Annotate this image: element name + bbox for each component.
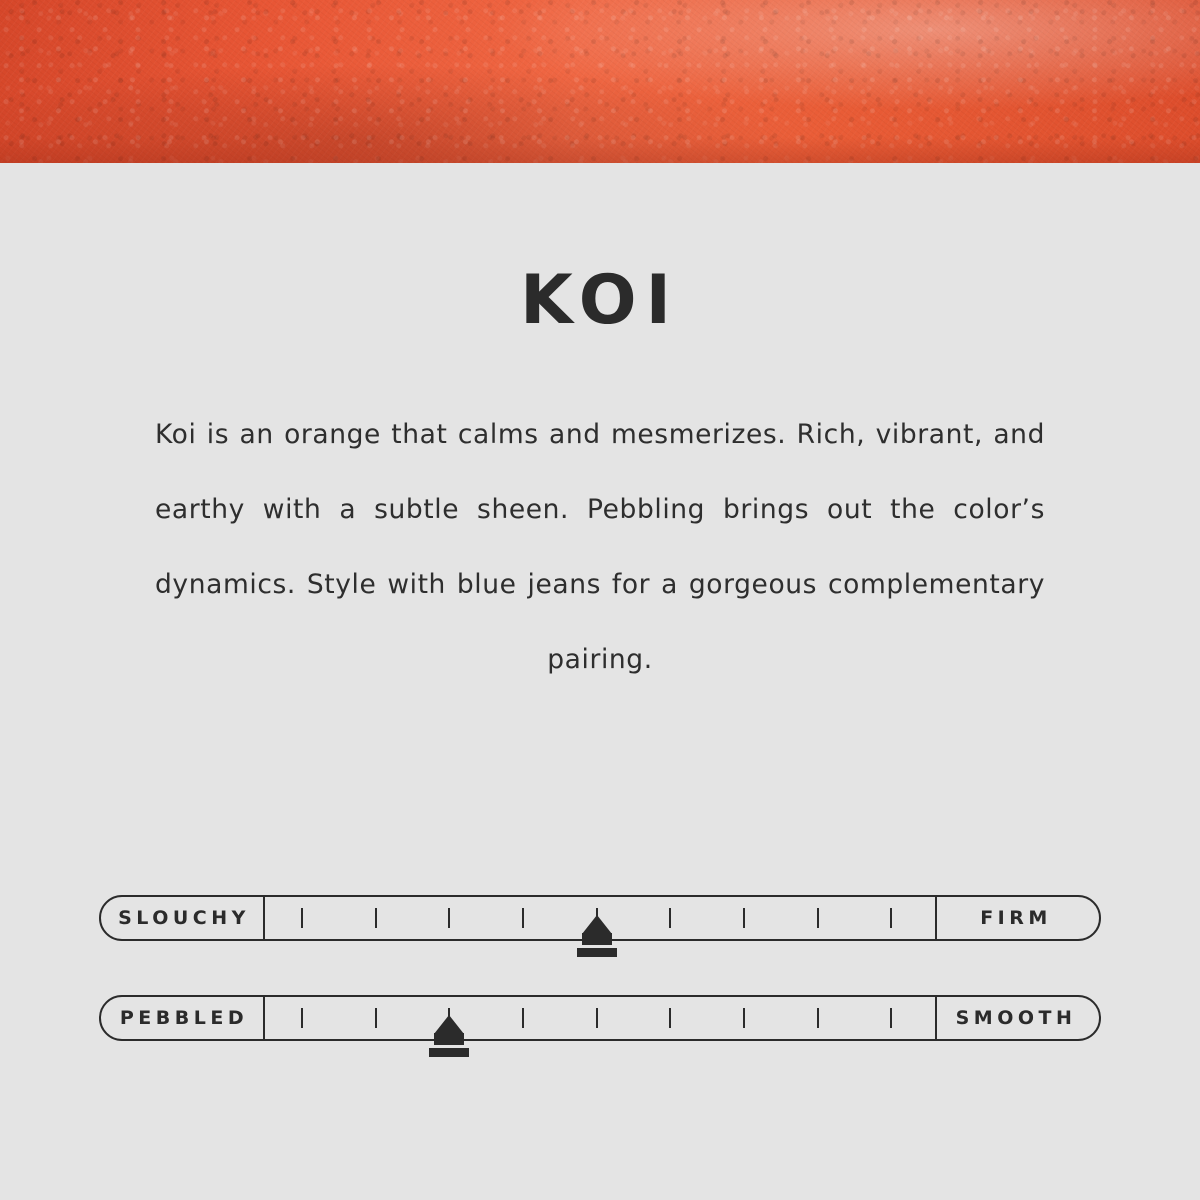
scale-structure xyxy=(99,895,1101,941)
tick-mark xyxy=(375,1008,377,1028)
marker-base xyxy=(429,1048,469,1057)
tick-mark xyxy=(817,1008,819,1028)
marker-stem xyxy=(582,933,612,945)
tick-mark xyxy=(743,908,745,928)
card-content xyxy=(0,163,1200,697)
tick-mark xyxy=(743,1008,745,1028)
tick-mark xyxy=(301,1008,303,1028)
page-title: KOI xyxy=(520,261,680,340)
scale-structure-ticks xyxy=(265,897,935,939)
color-description: Koi is an orange that calms and mesmerizes. Rich, vibrant, and earthy with a subtle sheen. Pebbling brings out the color’s dynamics. Style with blue jeans for a gorgeous complementary pairing. xyxy=(155,419,1045,675)
tick-mark xyxy=(375,908,377,928)
tick-mark xyxy=(890,1008,892,1028)
tick-mark xyxy=(890,908,892,928)
scale-structure-marker[interactable] xyxy=(577,915,617,961)
leather-color-swatch xyxy=(0,0,1200,163)
tick-mark xyxy=(669,1008,671,1028)
marker-pointer-icon xyxy=(582,915,612,934)
marker-base xyxy=(577,948,617,957)
tick-mark xyxy=(522,908,524,928)
tick-mark xyxy=(301,908,303,928)
scale-texture-marker[interactable] xyxy=(429,1015,469,1061)
tick-mark xyxy=(448,908,450,928)
marker-stem xyxy=(434,1033,464,1045)
attribute-scales xyxy=(0,895,1200,1095)
scale-structure-left-label: SLOUCHY xyxy=(101,897,265,939)
scale-texture xyxy=(99,995,1101,1041)
tick-mark xyxy=(522,1008,524,1028)
tick-mark xyxy=(669,908,671,928)
swatch-bottom-shadow xyxy=(0,137,1200,163)
scale-structure-track[interactable] xyxy=(99,895,1101,941)
scale-texture-ticks xyxy=(265,997,935,1039)
tick-mark xyxy=(596,1008,598,1028)
scale-texture-left-label: PEBBLED xyxy=(101,997,265,1039)
tick-mark xyxy=(817,908,819,928)
scale-structure-right-label: FIRM xyxy=(935,897,1099,939)
scale-texture-track[interactable] xyxy=(99,995,1101,1041)
marker-pointer-icon xyxy=(434,1015,464,1034)
scale-texture-right-label: SMOOTH xyxy=(935,997,1099,1039)
